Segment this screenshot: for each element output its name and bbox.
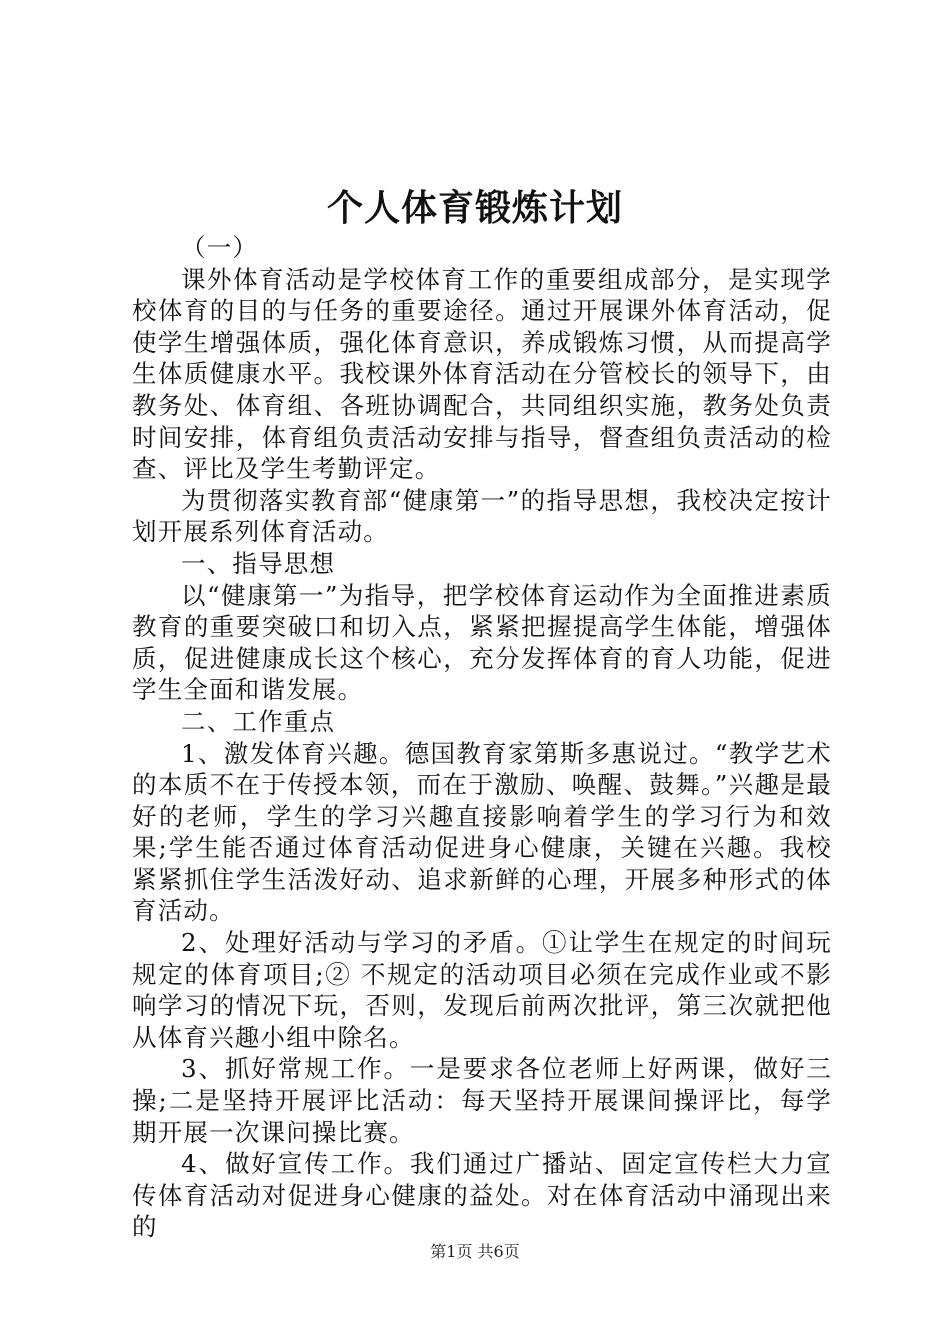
document-body: [132, 232, 832, 1243]
section-marker: （一）: [181, 233, 259, 262]
paragraph-plan: 为贯彻落实教育部“健康第一”的指导思想，我校决定按计划开展系列体育活动。: [132, 485, 832, 547]
paragraph-intro: 课外体育活动是学校体育工作的重要组成部分，是实现学校体育的目的与任务的重要途径。通过开展课外体育活动，促使学生增强体质，强化体育意识，养成锻炼习惯，从而提高学生体质健康水平。我校课外体育活动在分管校长的领导下，由教务处、体育组、各班协调配合，共同组织实施，教务处负责时间安排，体育组负责活动安排与指导，督查组负责活动的检查、评比及学生考勤评定。: [132, 264, 832, 484]
heading-guiding-thought: 一、指导思想: [181, 548, 336, 578]
page-number-footer: 第1页 共6页: [430, 1242, 520, 1261]
paragraph-point-1: 1、激发体育兴趣。德国教育家第斯多惠说过。“教学艺术的本质不在于传授本领，而在于激励、唤醒、鼓舞。”兴趣是最好的老师，学生的学习兴趣直接影响着学生的学习行为和效果;学生能否通过体育活动促进身心健康，关键在兴趣。我校紧紧抓住学生活泼好动、追求新鲜的心理，开展多种形式的体育活动。: [132, 738, 832, 926]
paragraph-point-4: 4、做好宣传工作。我们通过广播站、固定宣传栏大力宣传体育活动对促进身心健康的益处。对在体育活动中涌现出来的: [132, 1149, 832, 1242]
document-title: 个人体育锻炼计划: [326, 187, 623, 229]
paragraph-guiding-thought: 以“健康第一”为指导，把学校体育运动作为全面推进素质教育的重要突破口和切入点，紧紧把握提高学生体能，增强体质，促进健康成长这个核心，充分发挥体育的育人功能，促进学生全面和谐发展。: [132, 580, 832, 705]
paragraph-point-2: 2、处理好活动与学习的矛盾。①让学生在规定的时间玩规定的体育项目;② 不规定的活动项目必须在完成作业或不影响学习的情况下玩，否则，发现后前两次批评，第三次就把他从体育兴趣小组中除名。: [132, 928, 832, 1052]
heading-work-focus: 二、工作重点: [181, 706, 336, 736]
paragraph-point-3: 3、抓好常规工作。一是要求各位老师上好两课，做好三操;二是坚持开展评比活动：每天坚持开展课间操评比，每学期开展一次课问操比赛。: [132, 1054, 832, 1147]
